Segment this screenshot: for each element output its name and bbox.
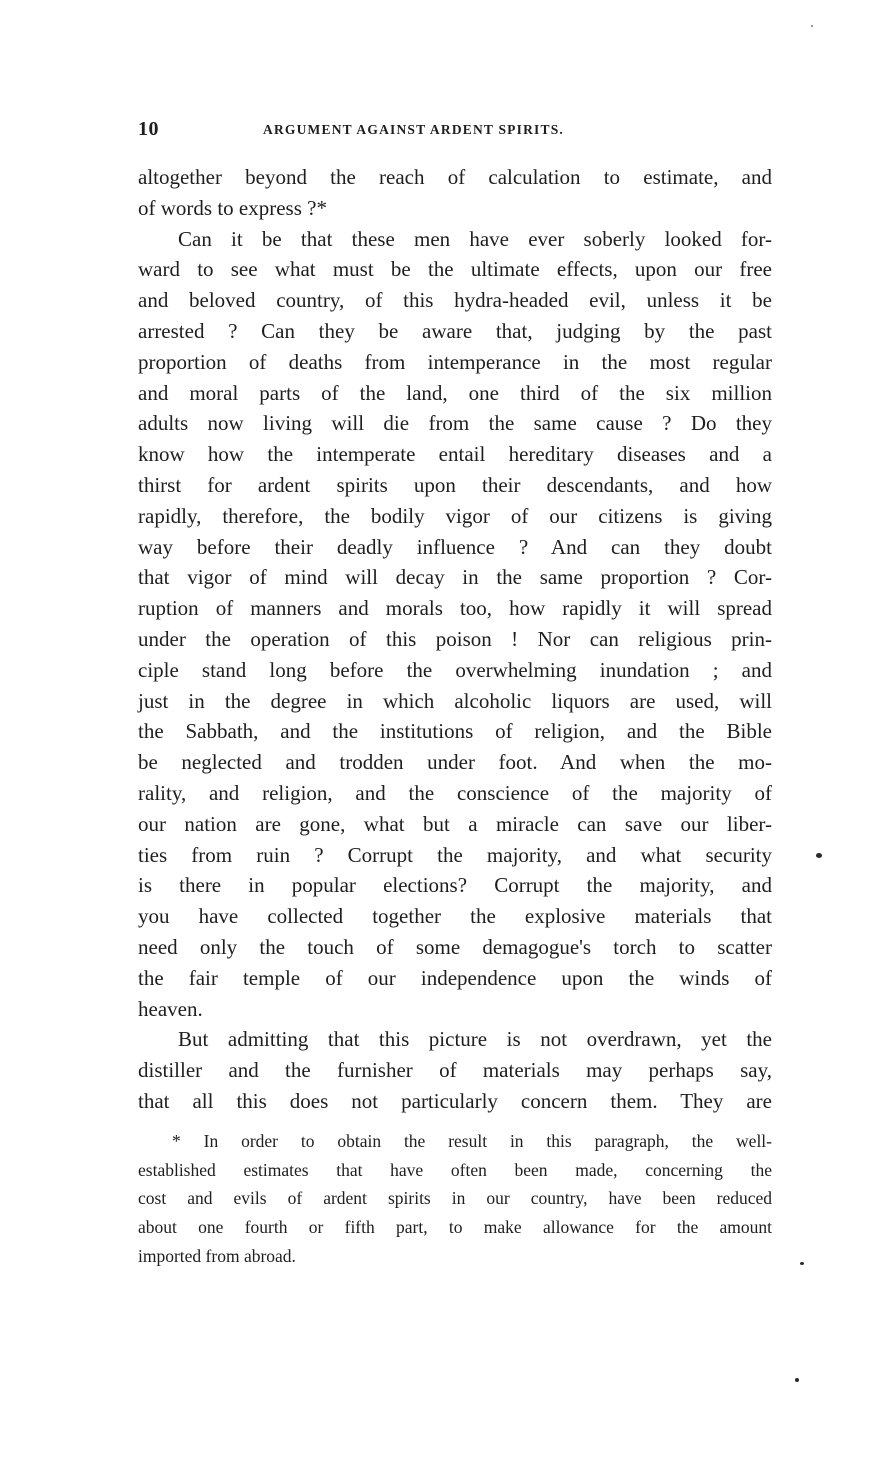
text-line: ruption of manners and morals too, how rapidly it will spread xyxy=(138,596,772,621)
scan-speck xyxy=(795,1378,799,1382)
text-line: the fair temple of our independence upon the winds of xyxy=(138,965,772,990)
text-line: be neglected and trodden under foot. And when the mo- xyxy=(138,750,772,775)
text-line: and beloved country, of this hydra-headed evil, unless it be xyxy=(138,288,772,313)
text-line: adults now living will die from the same cause ? Do they xyxy=(138,411,772,436)
footnote-line: * In order to obtain the result in this paragraph, the well- xyxy=(172,1131,772,1151)
text-line: you have collected together the explosive materials that xyxy=(138,904,772,929)
page-number: 10 xyxy=(138,118,159,140)
text-line: rality, and religion, and the conscience of the majority of xyxy=(138,780,772,805)
text-line: of words to express ?* xyxy=(138,195,327,220)
text-line: Can it be that these men have ever soberly looked for- xyxy=(178,226,772,251)
page-header xyxy=(138,118,772,142)
text-line: proportion of deaths from intemperance in the most regular xyxy=(138,349,772,374)
text-line: our nation are gone, what but a miracle can save our liber- xyxy=(138,811,772,836)
text-line: arrested ? Can they be aware that, judging by the past xyxy=(138,318,772,343)
text-line: distiller and the furnisher of materials may perhaps say, xyxy=(138,1058,772,1083)
text-line: that all this does not particularly concern them. They are xyxy=(138,1088,772,1113)
text-line: ciple stand long before the overwhelming inundation ; and xyxy=(138,657,772,682)
footnote-line: cost and evils of ardent spirits in our country, have been reduced xyxy=(138,1188,772,1209)
text-line: rapidly, therefore, the bodily vigor of our citizens is giving xyxy=(138,503,772,528)
footnote-line: established estimates that have often been made, concerning the xyxy=(138,1159,772,1180)
scan-speck xyxy=(816,853,822,858)
footnote-line: about one fourth or fifth part, to make allowance for the amount xyxy=(138,1217,772,1238)
text-line: altogether beyond the reach of calculation to estimate, and xyxy=(138,165,772,189)
text-line: the Sabbath, and the institutions of religion, and the Bible xyxy=(138,719,772,744)
text-line: know how the intemperate entail hereditary diseases and a xyxy=(138,442,772,467)
running-head: ARGUMENT AGAINST ARDENT SPIRITS. xyxy=(263,122,564,137)
text-line: heaven. xyxy=(138,996,203,1021)
text-line: is there in popular elections? Corrupt the majority, and xyxy=(138,873,772,898)
body-text xyxy=(138,162,772,1117)
text-line: just in the degree in which alcoholic liquors are used, will xyxy=(138,688,772,713)
scan-speck xyxy=(811,25,813,27)
text-line: But admitting that this picture is not overdrawn, yet the xyxy=(178,1027,772,1052)
text-line: and moral parts of the land, one third of the six million xyxy=(138,380,772,405)
text-line: ties from ruin ? Corrupt the majority, and what security xyxy=(138,842,772,867)
text-line: ward to see what must be the ultimate effects, upon our free xyxy=(138,257,772,282)
footnote-line: imported from abroad. xyxy=(138,1245,296,1266)
text-line: thirst for ardent spirits upon their descendants, and how xyxy=(138,472,772,497)
footnote xyxy=(138,1127,772,1270)
text-line: that vigor of mind will decay in the same proportion ? Cor- xyxy=(138,565,772,590)
text-line: under the operation of this poison ! Nor can religious prin- xyxy=(138,626,772,651)
text-line: way before their deadly influence ? And can they doubt xyxy=(138,534,772,559)
scan-speck xyxy=(800,1262,804,1265)
text-line: need only the touch of some demagogue's torch to scatter xyxy=(138,934,772,959)
